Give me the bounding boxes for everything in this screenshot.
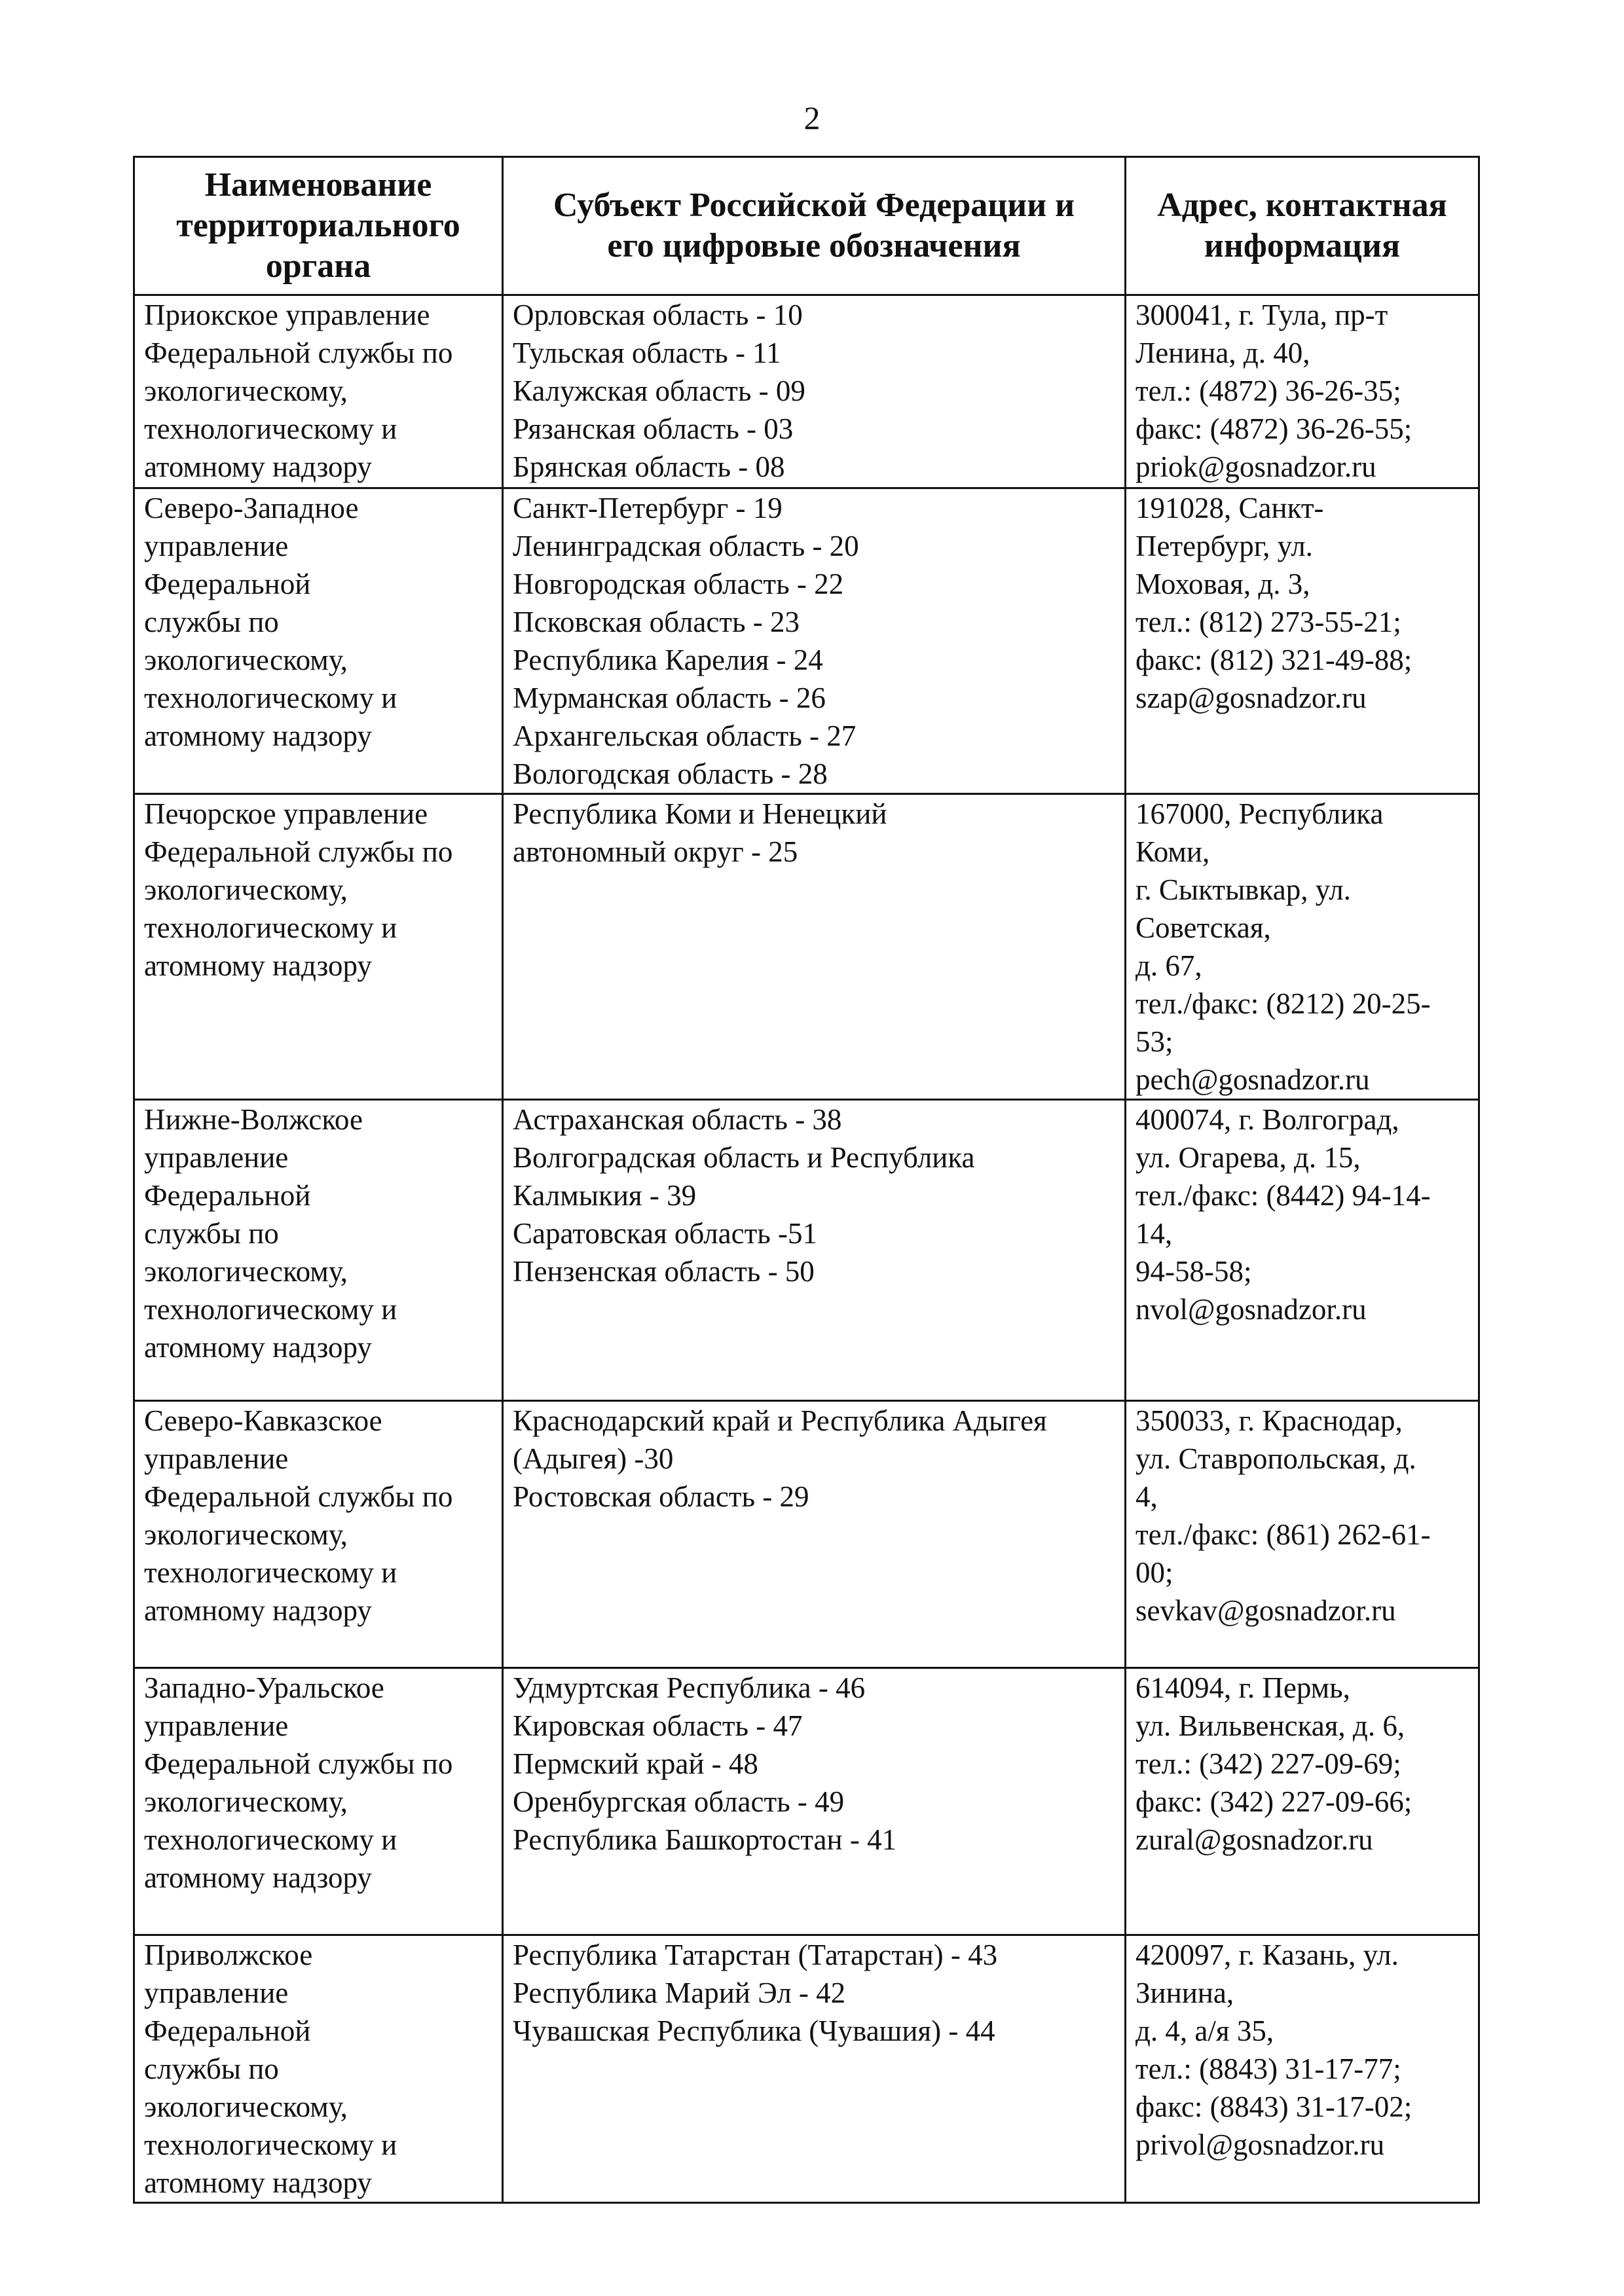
cell-text-line: Пермский край - 48 <box>513 1747 758 1780</box>
cell-text-line: Архангельская область - 27 <box>513 720 857 752</box>
cell-text-line: экологическому, <box>144 873 348 906</box>
cell-text-line: д. 4, а/я 35, <box>1135 2014 1274 2047</box>
header-line: органа <box>265 247 371 285</box>
cell-text-line: экологическому, <box>144 1255 348 1288</box>
cell-text-line: службы по <box>144 2052 279 2085</box>
cell-text-line: технологическому и <box>144 682 397 714</box>
cell-text-line: Советская, <box>1135 911 1271 944</box>
cell-text-line: экологическому, <box>144 2090 348 2123</box>
cell-text-line: атомному надзору <box>144 1594 372 1627</box>
cell-text-line: атомному надзору <box>144 949 372 982</box>
cell-text-line: экологическому, <box>144 644 348 676</box>
header-line: информация <box>1204 227 1401 264</box>
organ-name-cell <box>134 794 503 1100</box>
cell-text-line: службы по <box>144 1217 279 1250</box>
cell-text-line: 420097, г. Казань, ул. <box>1135 1939 1399 1971</box>
table-header-row <box>134 157 1479 295</box>
cell-text-line: управление <box>144 1141 289 1174</box>
cell-text-line: Приволжское <box>144 1939 313 1971</box>
cell-text-line: Северо-Западное <box>144 492 359 524</box>
federal-subjects-cell <box>503 794 1126 1100</box>
address-contacts-cell <box>1126 1100 1479 1401</box>
federal-subjects-cell <box>503 488 1126 794</box>
cell-text-line: Печорское управление <box>144 797 428 830</box>
cell-text-line: тел./факс: (8442) 94-14- <box>1135 1179 1431 1212</box>
cell-text-line: Ростовская область - 29 <box>513 1480 809 1513</box>
cell-text-line: Северо-Кавказское <box>144 1404 382 1437</box>
address-contacts-cell <box>1126 1935 1479 2203</box>
cell-text-line: факс: (812) 321-49-88; <box>1135 644 1412 676</box>
cell-text-line: Саратовская область -51 <box>513 1217 818 1250</box>
cell-text-line: 191028, Санкт- <box>1135 492 1324 524</box>
cell-text-line: Федеральной <box>144 1179 311 1212</box>
cell-text-line: Моховая, д. 3, <box>1135 568 1310 600</box>
table-row <box>134 295 1479 488</box>
cell-text-line: 350033, г. Краснодар, <box>1135 1404 1403 1437</box>
cell-text-line: тел.: (812) 273-55-21; <box>1135 606 1401 638</box>
cell-text-line: 4, <box>1135 1480 1158 1513</box>
cell-text-line: privol@gosnadzor.ru <box>1135 2128 1385 2161</box>
header-line: территориального <box>176 207 460 244</box>
table-row <box>134 1935 1479 2203</box>
cell-text-line: Вологодская область - 28 <box>513 757 828 790</box>
federal-subjects-cell <box>503 1401 1126 1668</box>
cell-text-line: Волгоградская область и Республика <box>513 1141 975 1174</box>
cell-text-line: Рязанская область - 03 <box>513 412 794 445</box>
cell-text-line: 614094, г. Пермь, <box>1135 1671 1350 1704</box>
header-line: Субъект Российской Федерации и <box>553 187 1075 224</box>
cell-text-line: автономный округ - 25 <box>513 835 798 868</box>
cell-text-line: pech@gosnadzor.ru <box>1135 1063 1370 1096</box>
cell-text-line: г. Сыктывкар, ул. <box>1135 873 1351 906</box>
cell-text-line: Республика Башкортостан - 41 <box>513 1823 897 1856</box>
cell-text-line: Мурманская область - 26 <box>513 682 826 714</box>
cell-text-line: 53; <box>1135 1025 1173 1058</box>
cell-text-line: Калмыкия - 39 <box>513 1179 697 1212</box>
cell-text-line: технологическому и <box>144 1556 397 1589</box>
cell-text-line: Западно-Уральское <box>144 1671 384 1704</box>
cell-text-line: управление <box>144 1442 289 1475</box>
cell-text-line: факс: (342) 227-09-66; <box>1135 1785 1412 1818</box>
cell-text-line: технологическому и <box>144 911 397 944</box>
table-row <box>134 794 1479 1100</box>
cell-text-line: атомному надзору <box>144 720 372 752</box>
cell-text-line: Федеральной службы по <box>144 337 453 369</box>
cell-text-line: Республика Татарстан (Татарстан) - 43 <box>513 1939 998 1971</box>
header-line: его цифровые обозначения <box>607 227 1021 264</box>
address-contacts-cell <box>1126 1668 1479 1935</box>
cell-text-line: технологическому и <box>144 2128 397 2161</box>
table-row <box>134 1668 1479 1935</box>
cell-text-line: ул. Ставропольская, д. <box>1135 1442 1416 1475</box>
cell-text-line: ул. Вильвенская, д. 6, <box>1135 1709 1405 1742</box>
cell-text-line: Республика Марий Эл - 42 <box>513 1977 846 2009</box>
cell-text-line: технологическому и <box>144 1293 397 1326</box>
cell-text-line: 94-58-58; <box>1135 1255 1252 1288</box>
cell-text-line: факс: (8843) 31-17-02; <box>1135 2090 1412 2123</box>
cell-text-line: 400074, г. Волгоград, <box>1135 1103 1399 1136</box>
cell-text-line: 14, <box>1135 1217 1173 1250</box>
cell-text-line: Федеральной <box>144 568 311 600</box>
header-line: Наименование <box>204 166 432 204</box>
header-address-contacts <box>1126 157 1479 295</box>
cell-text-line: атомному надзору <box>144 1331 372 1364</box>
cell-text-line: Нижне-Волжское <box>144 1103 363 1136</box>
cell-text-line: zural@gosnadzor.ru <box>1135 1823 1373 1856</box>
cell-text-line: Тульская область - 11 <box>513 337 781 369</box>
cell-text-line: Санкт-Петербург - 19 <box>513 492 783 524</box>
cell-text-line: Федеральной службы по <box>144 1747 453 1780</box>
cell-text-line: управление <box>144 530 289 562</box>
federal-subjects-cell <box>503 1668 1126 1935</box>
cell-text-line: управление <box>144 1977 289 2009</box>
cell-text-line: атомному надзору <box>144 2166 372 2199</box>
cell-text-line: (Адыгея) -30 <box>513 1442 674 1475</box>
cell-text-line: д. 67, <box>1135 949 1202 982</box>
table-row <box>134 1100 1479 1401</box>
cell-text-line: Калужская область - 09 <box>513 374 805 407</box>
cell-text-line: ул. Огарева, д. 15, <box>1135 1141 1361 1174</box>
cell-text-line: Краснодарский край и Республика Адыгея <box>513 1404 1047 1437</box>
cell-text-line: 167000, Республика <box>1135 797 1384 830</box>
cell-text-line: Республика Карелия - 24 <box>513 644 823 676</box>
cell-text-line: Удмуртская Республика - 46 <box>513 1671 866 1704</box>
cell-text-line: экологическому, <box>144 374 348 407</box>
cell-text-line: Коми, <box>1135 835 1210 868</box>
cell-text-line: Петербург, ул. <box>1135 530 1313 562</box>
cell-text-line: атомному надзору <box>144 1861 372 1894</box>
cell-text-line: Федеральной службы по <box>144 1480 453 1513</box>
cell-text-line: Федеральной службы по <box>144 835 453 868</box>
cell-text-line: Псковская область - 23 <box>513 606 800 638</box>
organ-name-cell <box>134 1401 503 1668</box>
header-federal-subject <box>503 157 1126 295</box>
cell-text-line: атомному надзору <box>144 450 372 483</box>
organ-name-cell <box>134 295 503 488</box>
organ-name-cell <box>134 488 503 794</box>
cell-text-line: Ленинградская область - 20 <box>513 530 859 562</box>
address-contacts-cell <box>1126 794 1479 1100</box>
cell-text-line: Орловская область - 10 <box>513 299 803 331</box>
cell-text-line: Приокское управление <box>144 299 430 331</box>
federal-subjects-cell <box>503 295 1126 488</box>
header-line: Адрес, контактная <box>1157 187 1447 224</box>
cell-text-line: priok@gosnadzor.ru <box>1135 450 1376 483</box>
cell-text-line: технологическому и <box>144 412 397 445</box>
organ-name-cell <box>134 1668 503 1935</box>
address-contacts-cell <box>1126 295 1479 488</box>
cell-text-line: 00; <box>1135 1556 1173 1589</box>
organ-name-cell <box>134 1935 503 2203</box>
cell-text-line: тел./факс: (8212) 20-25- <box>1135 987 1431 1020</box>
cell-text-line: Кировская область - 47 <box>513 1709 803 1742</box>
cell-text-line: экологическому, <box>144 1785 348 1818</box>
territorial-organs-table <box>133 156 1480 2204</box>
cell-text-line: Ленина, д. 40, <box>1135 337 1310 369</box>
cell-text-line: Астраханская область - 38 <box>513 1103 842 1136</box>
cell-text-line: тел./факс: (861) 262-61- <box>1135 1518 1431 1551</box>
cell-text-line: Зинина, <box>1135 1977 1234 2009</box>
cell-text-line: тел.: (8843) 31-17-77; <box>1135 2052 1401 2085</box>
federal-subjects-cell <box>503 1935 1126 2203</box>
cell-text-line: управление <box>144 1709 289 1742</box>
cell-text-line: Чувашская Республика (Чувашия) - 44 <box>513 2014 995 2047</box>
cell-text-line: Федеральной <box>144 2014 311 2047</box>
page-number: 2 <box>803 100 821 136</box>
cell-text-line: Пензенская область - 50 <box>513 1255 815 1288</box>
cell-text-line: службы по <box>144 606 279 638</box>
federal-subjects-cell <box>503 1100 1126 1401</box>
organ-name-cell <box>134 1100 503 1401</box>
table-row <box>134 1401 1479 1668</box>
table-row <box>134 488 1479 794</box>
cell-text-line: szap@gosnadzor.ru <box>1135 682 1367 714</box>
cell-text-line: технологическому и <box>144 1823 397 1856</box>
cell-text-line: тел.: (342) 227-09-69; <box>1135 1747 1401 1780</box>
cell-text-line: sevkav@gosnadzor.ru <box>1135 1594 1396 1627</box>
cell-text-line: nvol@gosnadzor.ru <box>1135 1293 1367 1326</box>
cell-text-line: Оренбургская область - 49 <box>513 1785 845 1818</box>
cell-text-line: 300041, г. Тула, пр-т <box>1135 299 1388 331</box>
header-organ-name <box>134 157 503 295</box>
cell-text-line: Республика Коми и Ненецкий <box>513 797 887 830</box>
address-contacts-cell <box>1126 1401 1479 1668</box>
cell-text-line: факс: (4872) 36-26-55; <box>1135 412 1412 445</box>
cell-text-line: тел.: (4872) 36-26-35; <box>1135 374 1401 407</box>
address-contacts-cell <box>1126 488 1479 794</box>
table-body <box>134 295 1479 2203</box>
cell-text-line: Новгородская область - 22 <box>513 568 844 600</box>
cell-text-line: Брянская область - 08 <box>513 450 785 483</box>
cell-text-line: экологическому, <box>144 1518 348 1551</box>
